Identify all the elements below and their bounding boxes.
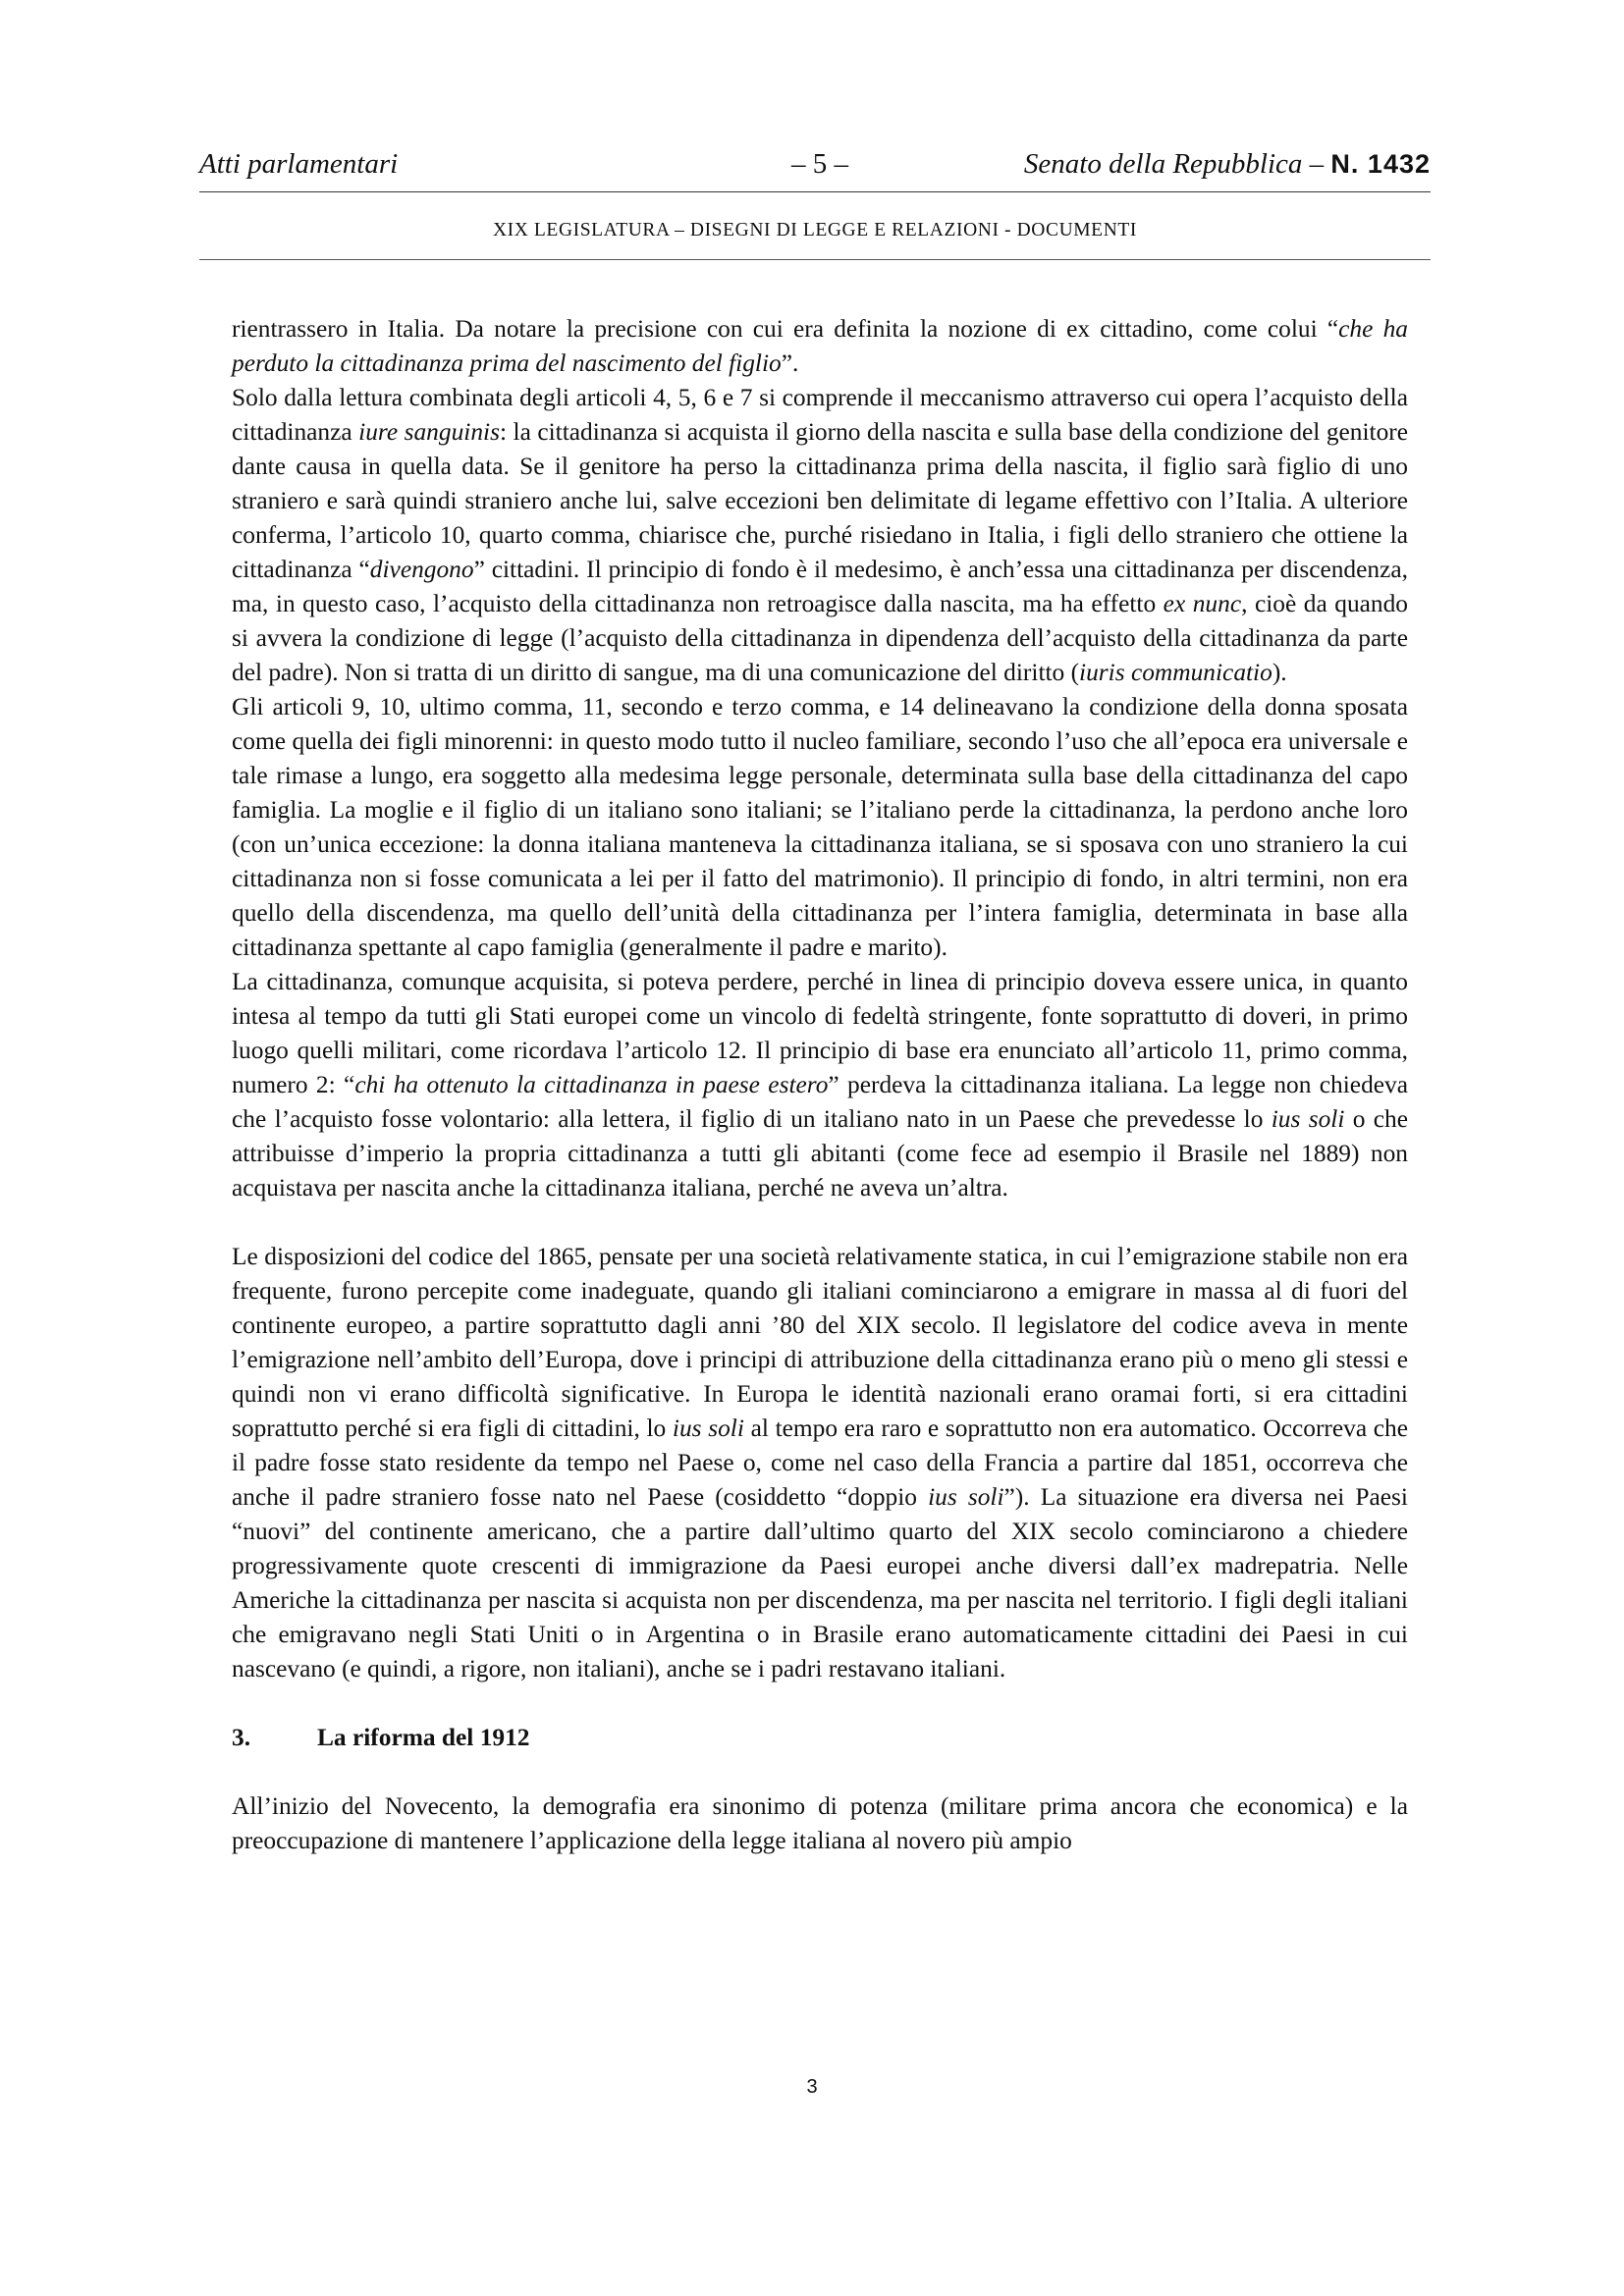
italic-term: ius soli xyxy=(928,1483,1004,1511)
italic-term: ius soli xyxy=(672,1415,744,1442)
text-run: Le disposizioni del codice del 1865, pensate per una società relativamente statica, in cui l’emigrazione stabile non era frequente, furono percepite come inadeguate, quando gli italiani cominciarono a emigrare in massa al di fuori del continente europeo, a partire soprattutto dagli anni ’80 del XIX secolo. Il legislatore del codice aveva in mente l’emigrazione nell’ambito dell’Europa, dove i principi di attribuzione della cittadinanza erano più o meno gli stessi e quindi non vi erano difficoltà significative. In Europa le identità nazionali erano oramai forti, si era cittadini soprattutto perché si era figli di cittadini, lo xyxy=(232,1243,1408,1442)
italic-quote: chi ha ottenuto la cittadinanza in paese estero xyxy=(354,1071,829,1098)
italic-term: divengono xyxy=(369,556,474,583)
section-title: La riforma del 1912 xyxy=(317,1724,530,1751)
paragraph-6: All’inizio del Novecento, la demografia era sinonimo di potenza (militare prima ancora che economica) e la preoccupazione di mantenere l’applicazione della legge italiana al novero più ampio xyxy=(232,1792,1408,1854)
text-run: ” perdeva la cittadinanza italiana. La legge non chiedeva che l’acquisto fosse volontario: alla lettera, il figlio di un italiano nato in un Paese che prevedesse lo xyxy=(232,1071,1409,1133)
italic-term: iuris communicatio xyxy=(1079,659,1272,686)
italic-term: iure sanguinis xyxy=(358,418,500,446)
header-rule xyxy=(199,191,1431,192)
header-subtitle: XIX LEGISLATURA – DISEGNI DI LEGGE E RELAZIONI - DOCUMENTI xyxy=(492,220,1137,240)
text-run: al tempo era raro e soprattutto non era automatico. Occorreva che il padre fosse stato residente da tempo nel Paese o, come nel caso della Francia a partire dal 1851, occorreva che anche il padre straniero fosse nato nel Paese (cosiddetto “doppio xyxy=(232,1415,1409,1511)
paragraph-4 xyxy=(232,965,1408,1205)
text-run: ”). La situazione era diversa nei Paesi “nuovi” del continente americano, che a partire dall’ultimo quarto del XIX secolo cominciarono a chiedere progressivamente quote crescenti di immigrazione da Paesi europei anche diversi dall’ex madrepatria. Nelle Americhe la cittadinanza per nascita si acquista non per discendenza, ma per nascita nel territorio. I figli degli italiani che emigravano negli Stati Uniti o in Argentina o in Brasile erano automaticamente cittadini dei Paesi in cui nascevano (e quindi, a rigore, non italiani), anche se i padri restavano italiani. xyxy=(232,1483,1408,1682)
header-senate: Senato della Repubblica – xyxy=(1023,148,1325,180)
section-number: 3. xyxy=(232,1724,251,1751)
document-body xyxy=(232,312,1408,1858)
text-run: o che attribuisse d’imperio la propria cittadinanza a tutti gli abitanti (come fece ad esempio il Brasile nel 1889) non acquistava per nascita anche la cittadinanza italiana, perché ne aveva un’altra. xyxy=(232,1105,1408,1201)
text-run: ). xyxy=(1272,659,1287,686)
paragraph-3: Gli articoli 9, 10, ultimo comma, 11, secondo e terzo comma, e 14 delineavano la condizione della donna sposata come quella dei figli minorenni: in questo modo tutto il nucleo familiare, secondo l’uso che all’epoca era universale e tale rimase a lungo, era soggetto alla medesima legge personale, determinata sulla base della cittadinanza del capo famiglia. La moglie e il figlio di un italiano sono italiani; se l’italiano perde la cittadinanza, la perdono anche loro (con un’unica eccezione: la donna italiana manteneva la cittadinanza italiana, se si sposava con uno straniero la cui cittadinanza non si fosse comunicata a lei per il fatto del matrimonio). Il principio di fondo, in altri termini, non era quello della discendenza, ma quello dell’unità della cittadinanza per l’intera famiglia, determinata in base alla cittadinanza spettante al capo famiglia (generalmente il padre e marito). xyxy=(232,693,1408,961)
section-heading xyxy=(232,1721,1408,1755)
paragraph-5 xyxy=(232,1240,1408,1686)
header-subrule xyxy=(199,259,1431,260)
text-run: Solo dalla lettura combinata degli articoli 4, 5, 6 e 7 si comprende il meccanismo attraverso cui opera l’acquisto della cittadinanza xyxy=(232,384,1408,446)
text-run: , cioè da quando si avvera la condizione di legge (l’acquisto della cittadinanza in dipendenza dell’acquisto della cittadinanza da parte del padre). Non si tratta di un diritto di sangue, ma di una comunicazione del diritto ( xyxy=(232,590,1408,686)
text-run: : la cittadinanza si acquista il giorno della nascita e sulla base della condizione del genitore dante causa in quella data. Se il genitore ha perso la cittadinanza prima della nascita, il figlio sarà figlio di uno straniero e sarà quindi straniero anche lui, salve eccezioni ben delimitate di legame effettivo con l’Italia. A ulteriore conferma, l’articolo 10, quarto comma, chiarisce che, purché risiedano in Italia, i figli dello straniero che ottiene la cittadinanza “ xyxy=(232,418,1409,583)
paragraph-2 xyxy=(232,381,1408,690)
paragraph-1 xyxy=(232,312,1408,381)
text-run: ”. xyxy=(781,349,799,377)
text-run: ” cittadini. Il principio di fondo è il medesimo, è anch’essa una cittadinanza per discendenza, ma, in questo caso, l’acquisto della cittadinanza non retroagisce dalla nascita, ma ha effetto xyxy=(232,556,1408,617)
header-publication: Atti parlamentari xyxy=(199,148,399,180)
header-page-number: – 5 – xyxy=(791,148,848,180)
header-document-id xyxy=(1024,148,1431,181)
italic-term: ex nunc xyxy=(1163,590,1242,617)
footer-page-number: 3 xyxy=(806,2076,818,2098)
italic-quote: che ha perduto la cittadinanza prima del nascimento del figlio xyxy=(232,315,1408,377)
text-run: rientrassero in Italia. Da notare la precisione con cui era definita la nozione di ex cittadino, come colui “ xyxy=(232,315,1339,343)
page-header xyxy=(199,148,1431,191)
italic-term: ius soli xyxy=(1271,1105,1345,1133)
header-bill-number: N. 1432 xyxy=(1330,149,1431,179)
text-run: La cittadinanza, comunque acquisita, si poteva perdere, perché in linea di principio doveva essere unica, in quanto intesa al tempo da tutti gli Stati europei come un vincolo di fedeltà stringente, fonte soprattutto di doveri, in primo luogo quelli militari, come ricordava l’articolo 12. Il principio di base era enunciato all’articolo 11, primo comma, numero 2: “ xyxy=(232,968,1408,1098)
